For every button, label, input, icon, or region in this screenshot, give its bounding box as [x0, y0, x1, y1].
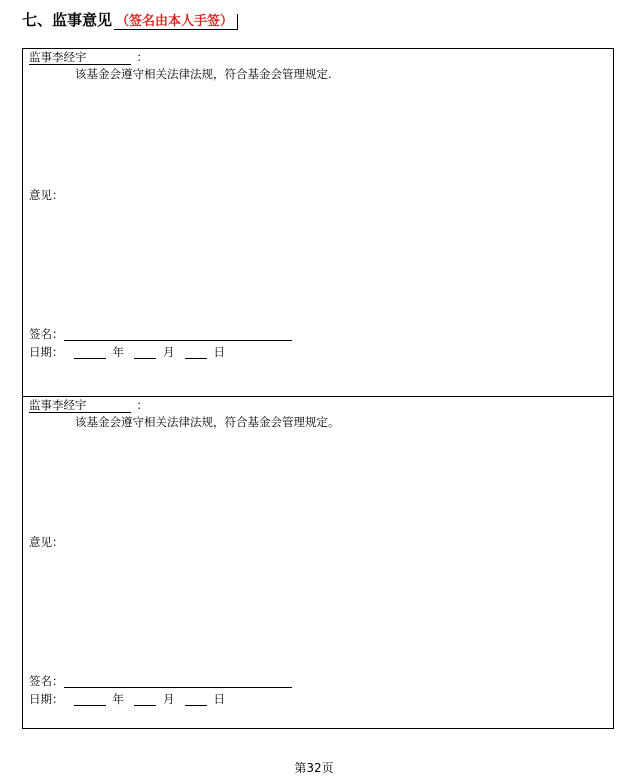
day-label: 日 [213, 692, 225, 706]
supervisor-colon: ： [136, 50, 148, 64]
date-label: 日期： [29, 345, 64, 359]
day-blank[interactable] [185, 346, 207, 359]
day-blank[interactable] [185, 693, 207, 706]
signature-row [29, 327, 292, 341]
page-number: 第32页 [294, 761, 334, 775]
year-blank[interactable] [74, 346, 106, 359]
section-heading [22, 8, 238, 32]
opinion-statement: 该基金会遵守相关法律法规，符合基金会管理规定。 [75, 415, 340, 429]
year-blank[interactable] [74, 693, 106, 706]
month-blank[interactable] [134, 693, 156, 706]
signature-label: 签名： [29, 674, 64, 688]
supervisor-name: 监事李经宇 [29, 50, 131, 65]
date-row [29, 692, 225, 706]
date-row [29, 345, 225, 359]
signature-line[interactable] [64, 328, 292, 341]
signature-row [29, 674, 292, 688]
opinion-label: 意见： [29, 188, 64, 202]
year-label: 年 [112, 692, 124, 706]
section-note: （签名由本人手签） [114, 14, 238, 30]
section-title: 七、监事意见 [22, 11, 113, 29]
supervisor-line [29, 398, 148, 412]
supervisor-colon: ： [136, 398, 148, 412]
supervisor-opinion-panel [22, 48, 614, 397]
supervisor-name: 监事李经宇 [29, 398, 131, 413]
day-label: 日 [213, 345, 225, 359]
month-label: 月 [163, 692, 175, 706]
supervisor-opinion-panel [22, 396, 614, 729]
month-blank[interactable] [134, 346, 156, 359]
signature-label: 签名： [29, 327, 64, 341]
month-label: 月 [163, 345, 175, 359]
date-label: 日期： [29, 692, 64, 706]
signature-line[interactable] [64, 675, 292, 688]
opinion-label: 意见： [29, 535, 64, 549]
supervisor-line [29, 50, 148, 64]
year-label: 年 [112, 345, 124, 359]
opinion-statement: 该基金会遵守相关法律法规，符合基金会管理规定. [75, 67, 332, 81]
